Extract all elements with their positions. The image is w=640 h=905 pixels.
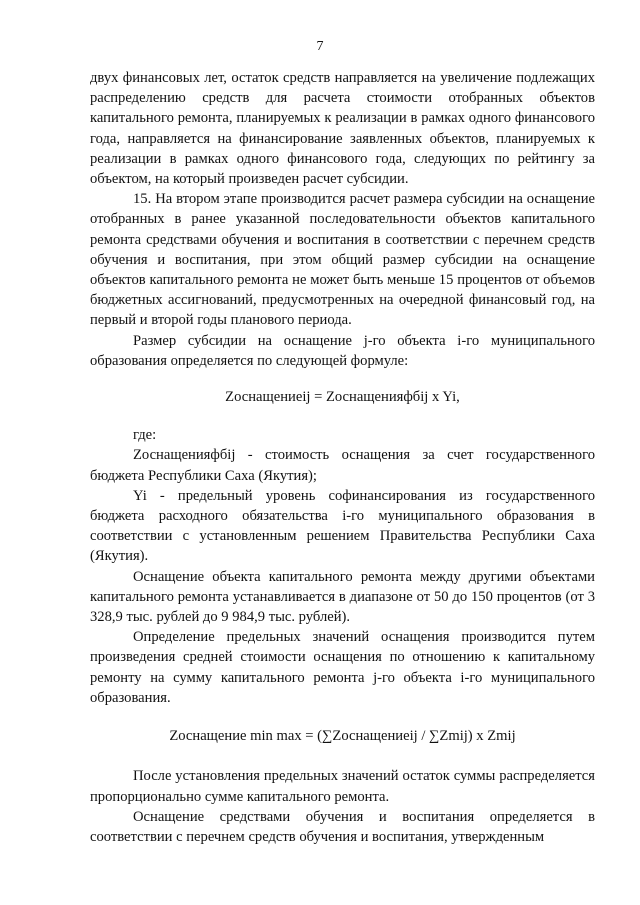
formula-subsidy: Zоснащениеij = Zоснащенияфбij x Yi, xyxy=(225,389,460,406)
paragraph-formula-intro: Размер субсидии на оснащение j-го объекта i-го муниципального образования определяется по следующей формуле: xyxy=(90,332,595,369)
paragraph-item-15: 15. На втором этапе производится расчет размера субсидии на оснащение отобранных в ранее указанной последовательности объектов капитального ремонта средствами обучения и воспитания в соответствии с перечнем средств обучения и воспитания, при этом общий размер субсидии на оснащение объектов капитального ремонта не может быть меньше 15 процентов от объемов бюджетных ассигнований, предусмотренных на очередной финансовый год, на первый и второй годы планового периода. xyxy=(90,191,595,329)
definition-cofinancing: Yi - предельный уровень софинансирования из государственного бюджета расходного обязательства i-го муниципального образования в соответствии с установленным решением Правительства Республики Саха (Якутия). xyxy=(90,487,595,565)
formula-min-max: Zоснащение min max = (∑Zоснащениеij / ∑Zmij) x Zmij xyxy=(169,728,516,745)
document-body xyxy=(90,68,595,847)
paragraph-equipment-list: Оснащение средствами обучения и воспитания определяется в соответствии с перечнем средств обучения и воспитания, утвержденным xyxy=(90,808,595,845)
where-label: где: xyxy=(133,427,157,444)
paragraph-equipment-range: Оснащение объекта капитального ремонта между другими объектами капитального ремонта устанавливается в диапазоне от 50 до 150 процентов (от 3 328,9 тыс. рублей до 9 984,9 тыс. рублей). xyxy=(90,568,595,626)
paragraph-limit-values: Определение предельных значений оснащения производится путем произведения средней стоимости оснащения по отношению к капитальному ремонту на сумму капитального ремонта j-го объекта i-го муниципального образования. xyxy=(90,629,595,706)
paragraph-continuation: двух финансовых лет, остаток средств направляется на увеличение подлежащих распределению средств для расчета стоимости отобранных объектов капитального ремонта, планируемых к реализации в рамках одного финансового года, направляется на финансирование заявленных объектов, планируемых к реализации в рамках одного финансового года, следующих по рейтингу за объектом, на который произведен расчет субсидии. xyxy=(90,70,595,188)
page-number: 7 xyxy=(316,39,324,54)
definition-cost: Zоснащенияфбij - стоимость оснащения за счет государственного бюджета Республики Саха (Якутия); xyxy=(90,447,595,484)
paragraph-remainder: После установления предельных значений остаток суммы распределяется пропорционально сумме капитального ремонта. xyxy=(90,768,595,805)
